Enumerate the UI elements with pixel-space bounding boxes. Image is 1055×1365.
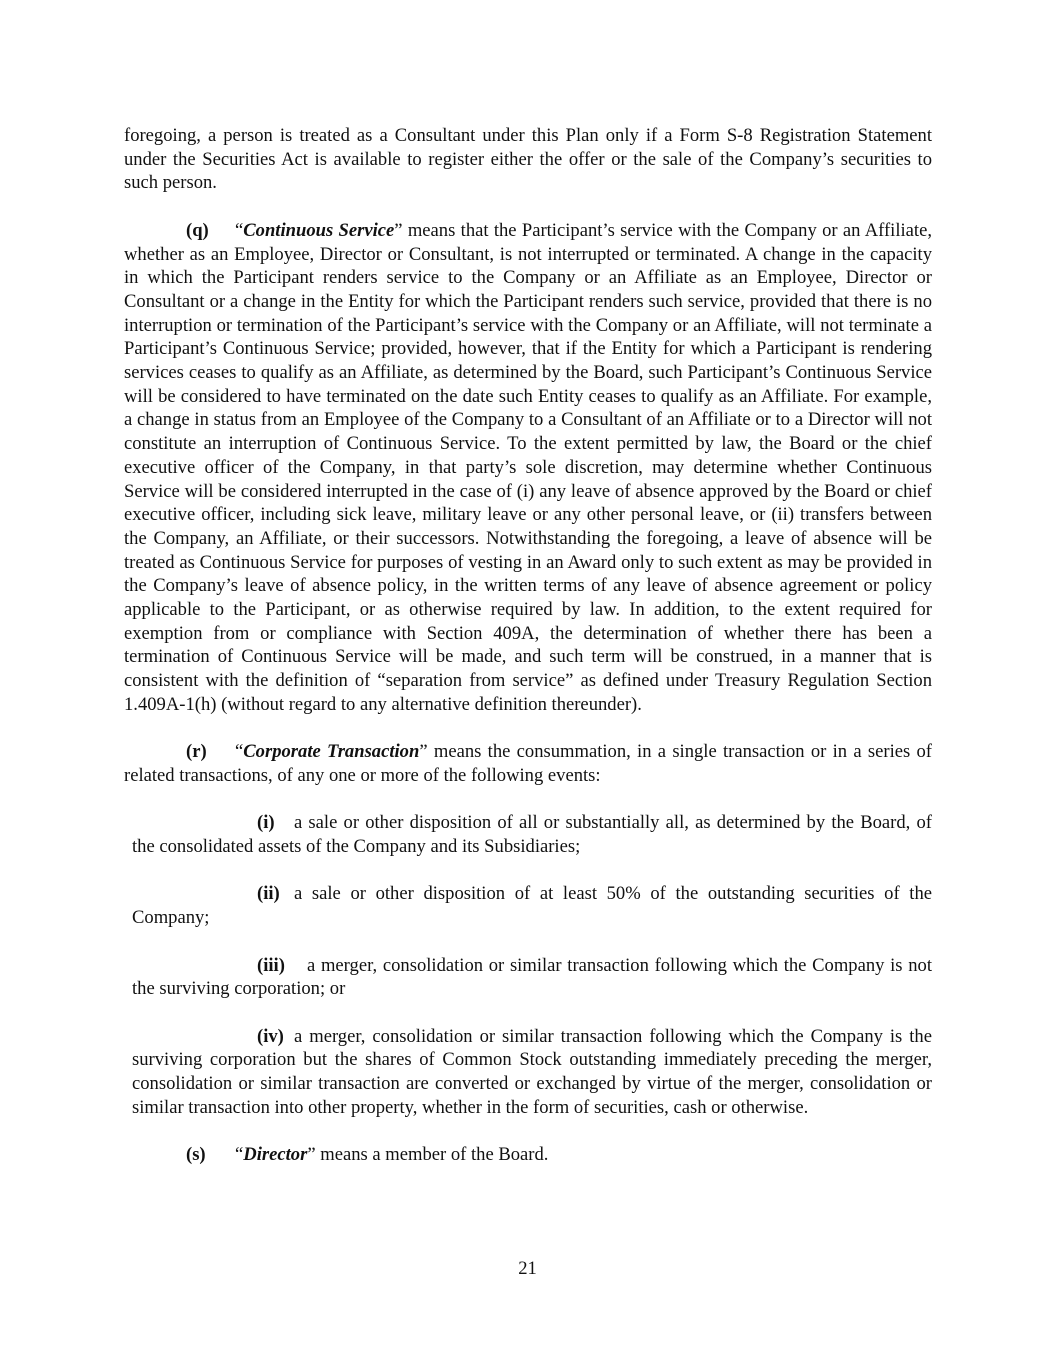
- paragraph-continuation: foregoing, a person is treated as a Consultant under this Plan only if a Form S-8 Registration Statement under the Securities Act is available to register either the offer or the sale of the Company’s securities to such person.: [124, 125, 932, 194]
- definition-text: means the consummation, in a single transaction or in a series of related transactions, of any one or more of the following events:: [124, 741, 932, 786]
- sub-item-label: (iii): [257, 954, 285, 976]
- definition-text: means a member of the Board.: [315, 1144, 549, 1166]
- definition-continuous-service: [124, 219, 932, 717]
- open-quote: “: [235, 741, 244, 763]
- defined-term: Director: [243, 1144, 308, 1166]
- clause-label: (q): [186, 219, 209, 241]
- sub-item-iv: [124, 1025, 932, 1120]
- definition-director: [124, 1143, 932, 1167]
- page-number: 21: [518, 1258, 537, 1279]
- sub-item-label: (iv): [257, 1025, 284, 1047]
- sub-item-ii: [124, 882, 932, 929]
- sub-item-text: a sale or other disposition of all or substantially all, as determined by the Board, of the consolidated assets of the Company and its Subsidiaries;: [132, 812, 932, 858]
- clause-label: (r): [186, 741, 207, 763]
- sub-item-iii: [124, 954, 932, 1001]
- defined-term: Continuous Service: [243, 219, 395, 241]
- sub-item-label: (ii): [257, 883, 280, 905]
- sub-item-label: (i): [257, 812, 275, 834]
- definition-corporate-transaction: [124, 740, 932, 787]
- open-quote: “: [235, 219, 244, 241]
- definition-text: means that the Participant’s service with the Company or an Affiliate, whether as an Employee, Director or Consultant, is not interrupted or terminated. A change in the capacity in which the Participant renders service to the Company or an Affiliate as an Employee, Director or Consultant or a change in the Entity for which the Participant renders such service, provided that there is no interruption or termination of the Participant’s service with the Company or an Affiliate, will not terminate a Participant’s Continuous Service; provided, however, that if the Entity for which a Participant is rendering services ceases to qualify as an Affiliate, as determined by the Board, such Participant’s Continuous Service will be considered to have terminated on the date such Entity ceases to qualify as an Affiliate. For example, a change in status from an Employee of the Company to a Consultant of an Affiliate or to a Director will not constitute an interruption of Continuous Service. To the extent permitted by law, the Board or the chief executive officer of the Company, in that party’s sole discretion, may determine whether Continuous Service will be considered interrupted in the case of (i) any leave of absence approved by the Board or chief executive officer, including sick leave, military leave or any other personal leave, or (ii) transfers between the Company, an Affiliate, or their successors. Notwithstanding the foregoing, a leave of absence will be treated as Continuous Service for purposes of vesting in an Award only to such extent as may be provided in the Company’s leave of absence policy, in the written terms of any leave of absence agreement or policy applicable to the Participant, or as otherwise required by law. In addition, to the extent required for exemption from or compliance with Section 409A, the determination of whether there has been a termination of Continuous Service will be made, and such term will be construed, in a manner that is consistent with the definition of “separation from service” as defined under Treasury Regulation Section 1.409A-1(h) (without regard to any alternative definition thereunder).: [124, 219, 932, 715]
- document-page: [124, 124, 932, 1167]
- close-quote: ”: [307, 1144, 316, 1166]
- open-quote: “: [235, 1144, 244, 1166]
- close-quote: ”: [419, 741, 428, 763]
- sub-item-text: a merger, consolidation or similar transaction following which the Company is not the surviving corporation; or: [132, 954, 932, 1000]
- defined-term: Corporate Transaction: [243, 741, 420, 763]
- sub-item-text: a sale or other disposition of at least 50% of the outstanding securities of the Company;: [132, 883, 932, 929]
- close-quote: ”: [394, 219, 403, 241]
- sub-item-i: [124, 811, 932, 858]
- clause-label: (s): [186, 1144, 206, 1166]
- sub-item-text: a merger, consolidation or similar transaction following which the Company is the surviving corporation but the shares of Common Stock outstanding immediately preceding the merger, consolidation or similar transaction are converted or exchanged by virtue of the merger, consolidation or similar transaction into other property, whether in the form of securities, cash or otherwise.: [132, 1025, 932, 1118]
